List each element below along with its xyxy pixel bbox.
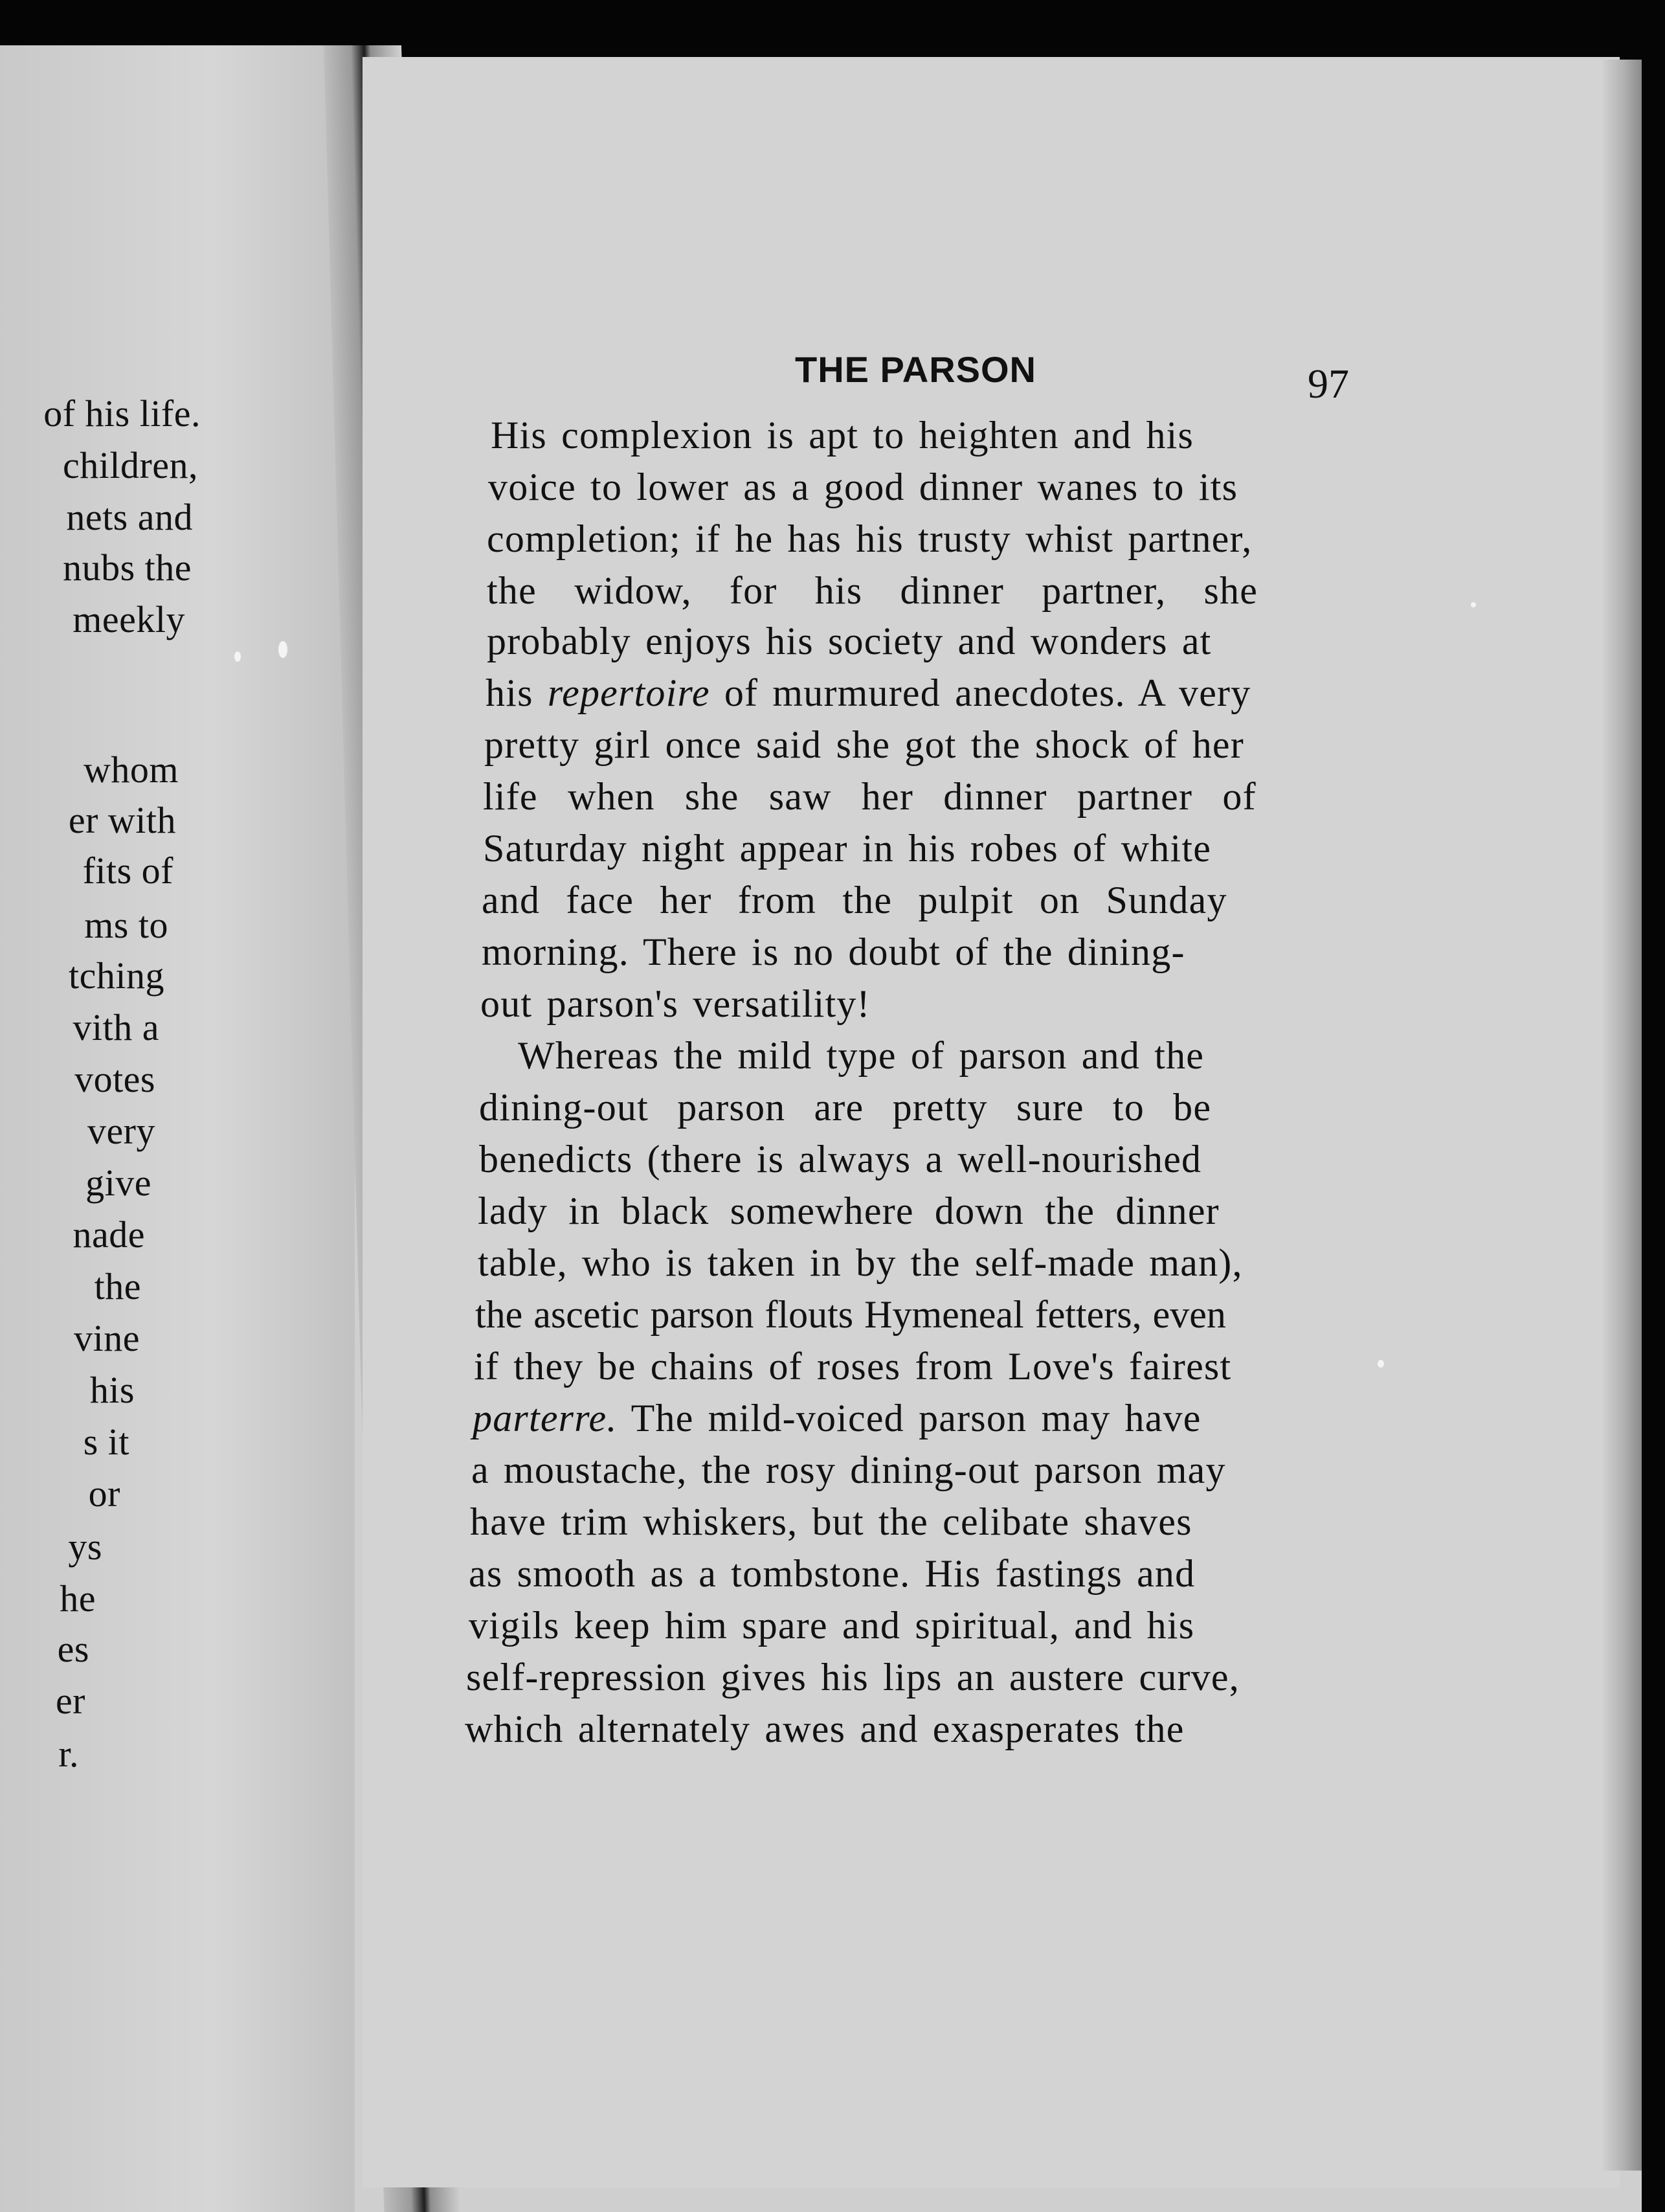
text-run: The mild-voiced parson may have xyxy=(617,1397,1201,1439)
scan-speck xyxy=(234,651,241,662)
text-line: the ascetic parson flouts Hymeneal fetters, even xyxy=(475,1293,1226,1336)
left-line: s it xyxy=(83,1421,129,1463)
text-line: pretty girl once said she got the shock of her xyxy=(484,723,1244,766)
left-line: es xyxy=(57,1628,89,1670)
text-line: dining-out parson are pretty sure to be xyxy=(479,1086,1212,1129)
text-line: the widow, for his dinner partner, she xyxy=(487,569,1258,612)
left-line: nets and xyxy=(66,496,193,538)
text-run: of murmured anecdotes. A very xyxy=(710,672,1251,714)
text-line: benedicts (there is always a well-nourished xyxy=(479,1138,1202,1180)
left-line: whom xyxy=(84,749,179,791)
left-line: his xyxy=(89,1369,135,1411)
text-line: Whereas the mild type of parson and the xyxy=(518,1034,1205,1077)
left-line: fits of xyxy=(82,850,173,892)
left-line: children, xyxy=(62,444,198,486)
text-line: His complexion is apt to heighten and his xyxy=(491,414,1194,457)
page-number: 97 xyxy=(1308,361,1349,407)
left-line: tching xyxy=(69,954,164,997)
text-line: voice to lower as a good dinner wanes to its xyxy=(488,466,1238,508)
text-line xyxy=(473,1397,1201,1439)
text-line: lady in black somewhere down the dinner xyxy=(478,1190,1220,1232)
text-line: if they be chains of roses from Love's fairest xyxy=(474,1345,1232,1388)
text-line: probably enjoys his society and wonders at xyxy=(487,620,1212,662)
text-line: out parson's versatility! xyxy=(480,982,871,1025)
left-line: r. xyxy=(58,1733,79,1775)
left-line: er with xyxy=(68,799,176,841)
left-line: nubs the xyxy=(63,547,192,589)
text-line: a moustache, the rosy dining-out parson may xyxy=(471,1449,1226,1491)
text-line: and face her from the pulpit on Sunday xyxy=(482,879,1227,921)
text-line: which alternately awes and exasperates the xyxy=(465,1708,1185,1750)
text-line: have trim whiskers, but the celibate shaves xyxy=(470,1500,1192,1543)
text-line: completion; if he has his trusty whist partner, xyxy=(487,517,1253,560)
left-line: or xyxy=(88,1473,120,1515)
left-line: vine xyxy=(74,1317,140,1359)
text-line: life when she saw her dinner partner of xyxy=(483,775,1257,818)
scan-speck xyxy=(278,641,287,658)
running-head: THE PARSON xyxy=(795,349,1036,390)
text-line: morning. There is no doubt of the dining- xyxy=(482,931,1185,973)
left-line: votes xyxy=(74,1058,155,1100)
left-line: meekly xyxy=(73,598,185,640)
left-line: give xyxy=(85,1162,151,1204)
left-line: ms to xyxy=(84,904,168,946)
left-line: of his life. xyxy=(43,392,201,435)
left-line: very xyxy=(87,1110,155,1152)
text-run: his xyxy=(486,672,548,714)
italic-term: parterre. xyxy=(473,1397,618,1439)
text-line: as smooth as a tombstone. His fastings and xyxy=(469,1552,1196,1595)
text-line: self-repression gives his lips an austere curve, xyxy=(466,1656,1240,1699)
text-line xyxy=(486,672,1251,714)
left-line: nade xyxy=(73,1213,145,1256)
scan-speck xyxy=(1378,1360,1384,1368)
left-line: er xyxy=(55,1680,85,1722)
scan-speck xyxy=(1471,602,1476,607)
scan-border-right xyxy=(1642,0,1665,2212)
text-line: table, who is taken in by the self-made man), xyxy=(478,1241,1243,1284)
left-line: the xyxy=(94,1265,141,1307)
text-line: vigils keep him spare and spiritual, and his xyxy=(469,1604,1195,1647)
text-line: Saturday night appear in his robes of white xyxy=(483,827,1212,870)
left-line: ys xyxy=(68,1526,102,1568)
left-line: he xyxy=(60,1577,96,1620)
italic-term: repertoire xyxy=(547,672,710,714)
left-line: vith a xyxy=(73,1006,159,1048)
